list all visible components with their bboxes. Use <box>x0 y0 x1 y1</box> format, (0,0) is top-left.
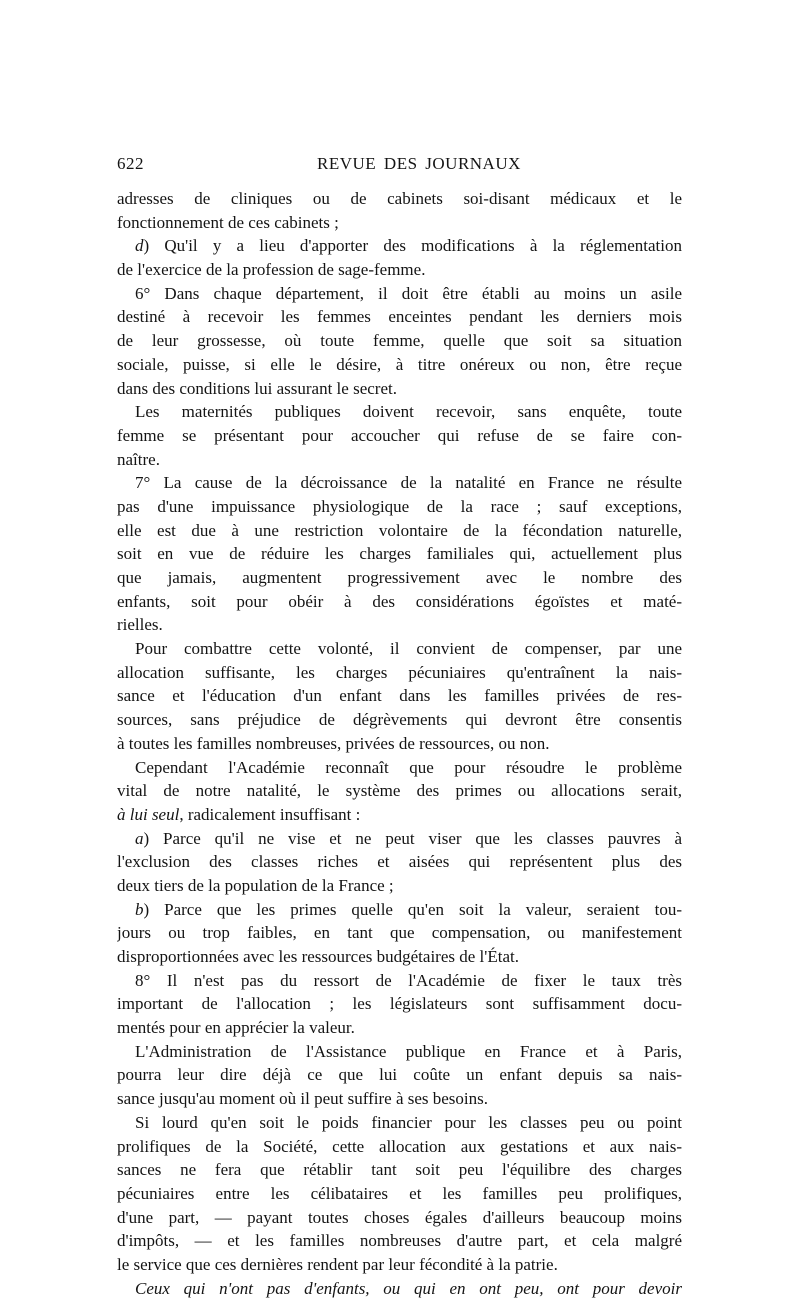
text-line <box>117 874 682 898</box>
line-text: sociale, puisse, si elle le désire, à titre onéreux ou non, être reçue <box>117 354 682 374</box>
line-text: Cependant l'Académie reconnaît que pour résoudre le problème <box>135 757 682 777</box>
text-line <box>117 969 682 993</box>
line-text: enfants, soit pour obéir à des considérations égoïstes et maté- <box>117 591 682 611</box>
text-line <box>117 803 682 827</box>
line-text: d'impôts, — et les familles nombreuses d'autre part, et cela malgré <box>117 1231 682 1251</box>
text-line <box>117 1277 682 1301</box>
line-text: jours ou trop faibles, en tant que compensation, ou manifestement <box>117 923 682 943</box>
line-text: mentés pour en apprécier la valeur. <box>117 1018 355 1038</box>
text-line <box>117 708 682 732</box>
line-text: 6° Dans chaque département, il doit être établi au moins un asile <box>135 283 682 303</box>
text-line <box>117 779 682 803</box>
text-line <box>117 661 682 685</box>
text-line <box>117 211 682 235</box>
italic-text: d <box>135 236 144 256</box>
line-text: Pour combattre cette volonté, il convient de compenser, par une <box>135 639 682 659</box>
text-line <box>117 424 682 448</box>
text-line <box>117 519 682 543</box>
line-text: allocation suffisante, les charges pécuniaires qu'entraînent la nais- <box>117 662 682 682</box>
line-text: de leur grossesse, où toute femme, quelle que soit sa situation <box>117 331 682 351</box>
text-line <box>117 1229 682 1253</box>
text-line <box>117 827 682 851</box>
text-line <box>117 613 682 637</box>
line-text: fonctionnement de ces cabinets ; <box>117 212 339 232</box>
text-line <box>117 542 682 566</box>
text-line <box>117 1040 682 1064</box>
line-text: d'une part, — payant toutes choses égales d'ailleurs beaucoup moins <box>117 1207 682 1227</box>
italic-text: à lui seul <box>117 804 180 824</box>
line-text: vital de notre natalité, le système des primes ou allocations serait, <box>117 781 682 801</box>
text-line <box>117 1111 682 1135</box>
italic-text: b <box>135 899 144 919</box>
text-line <box>117 566 682 590</box>
line-text: deux tiers de la population de la France ; <box>117 875 394 895</box>
line-text: adresses de cliniques ou de cabinets soi-disant médicaux et le <box>117 189 682 208</box>
line-text: dans des conditions lui assurant le secret. <box>117 378 397 398</box>
line-text: sance jusqu'au moment où il peut suffire à ses besoins. <box>117 1089 489 1109</box>
text-line <box>117 590 682 614</box>
text-line <box>117 1135 682 1159</box>
page-number: 622 <box>117 154 144 173</box>
line-text: Les maternités publiques doivent recevoir, sans enquête, toute <box>135 402 682 422</box>
text-line <box>117 945 682 969</box>
line-text: sources, sans préjudice de dégrèvements qui devront être consentis <box>117 710 682 730</box>
text-line <box>117 448 682 472</box>
line-text: pas d'une impuissance physiologique de la race ; sauf exceptions, <box>117 496 682 516</box>
text-line <box>117 377 682 401</box>
line-text: l'exclusion des classes riches et aisées qui représentent plus des <box>117 852 682 872</box>
text-line <box>117 471 682 495</box>
line-text: 8° Il n'est pas du ressort de l'Académie de fixer le taux très <box>135 970 682 990</box>
line-text: , radicalement insuffisant : <box>179 804 361 824</box>
text-line <box>117 850 682 874</box>
line-text: ) Parce qu'il ne vise et ne peut viser que les classes pauvres à <box>143 828 682 848</box>
line-text: de l'exercice de la profession de sage-femme. <box>117 260 426 280</box>
line-text: soit en vue de réduire les charges familiales qui, actuellement plus <box>117 544 682 564</box>
text-line <box>117 329 682 353</box>
running-title: REVUE DES JOURNAUX <box>317 154 521 173</box>
line-text: à toutes les familles nombreuses, privées de ressources, ou non. <box>117 733 550 753</box>
text-line <box>117 684 682 708</box>
line-text: destiné à recevoir les femmes enceintes pendant les derniers mois <box>117 307 682 327</box>
line-text: ) Parce que les primes quelle qu'en soit la valeur, seraient tou- <box>143 899 682 919</box>
text-line <box>117 637 682 661</box>
text-line <box>117 234 682 258</box>
text-line <box>117 1253 682 1277</box>
text-line <box>117 1016 682 1040</box>
text-line <box>117 921 682 945</box>
text-line <box>117 1206 682 1230</box>
line-text: naître. <box>117 449 160 469</box>
line-text: pourra leur dire déjà ce que lui coûte un enfant depuis sa nais- <box>117 1065 682 1085</box>
article-body <box>117 187 682 1300</box>
text-line <box>117 258 682 282</box>
line-text: disproportionnées avec les ressources budgétaires de l'État. <box>117 947 519 966</box>
text-line <box>117 1087 682 1111</box>
line-text: Si lourd qu'en soit le poids financier pour les classes peu ou point <box>135 1112 682 1132</box>
text-line <box>117 187 682 211</box>
text-line <box>117 353 682 377</box>
italic-text: Ceux qui n'ont pas d'enfants, ou qui en ont peu, ont pour devoir <box>135 1278 682 1298</box>
text-line <box>117 305 682 329</box>
line-text: rielles. <box>117 615 163 635</box>
line-text: le service que ces dernières rendent par leur fécondité à la patrie. <box>117 1254 558 1274</box>
italic-text: a <box>135 828 144 848</box>
text-line <box>117 732 682 756</box>
text-line <box>117 400 682 424</box>
page-header <box>117 154 682 176</box>
line-text: pécuniaires entre les célibataires et les familles peu prolifiques, <box>117 1183 682 1203</box>
text-line <box>117 1158 682 1182</box>
line-text: 7° La cause de la décroissance de la natalité en France ne résulte <box>135 473 682 493</box>
text-line <box>117 898 682 922</box>
text-line <box>117 756 682 780</box>
text-line <box>117 992 682 1016</box>
line-text: L'Administration de l'Assistance publique en France et à Paris, <box>135 1041 682 1061</box>
line-text: que jamais, augmentent progressivement avec le nombre des <box>117 568 682 587</box>
line-text: sances ne fera que rétablir tant soit peu l'équilibre des charges <box>117 1160 682 1180</box>
text-line <box>117 282 682 306</box>
text-line <box>117 495 682 519</box>
line-text: important de l'allocation ; les législateurs sont suffisamment docu- <box>117 994 682 1014</box>
text-line <box>117 1063 682 1087</box>
text-line <box>117 1182 682 1206</box>
line-text: elle est due à une restriction volontaire de la fécondation naturelle, <box>117 520 682 540</box>
line-text: sance et l'éducation d'un enfant dans les familles privées de res- <box>117 686 682 706</box>
line-text: femme se présentant pour accoucher qui refuse de se faire con- <box>117 425 682 445</box>
line-text: prolifiques de la Société, cette allocation aux gestations et aux nais- <box>117 1136 682 1156</box>
line-text: ) Qu'il y a lieu d'apporter des modifications à la réglementation <box>143 236 682 256</box>
